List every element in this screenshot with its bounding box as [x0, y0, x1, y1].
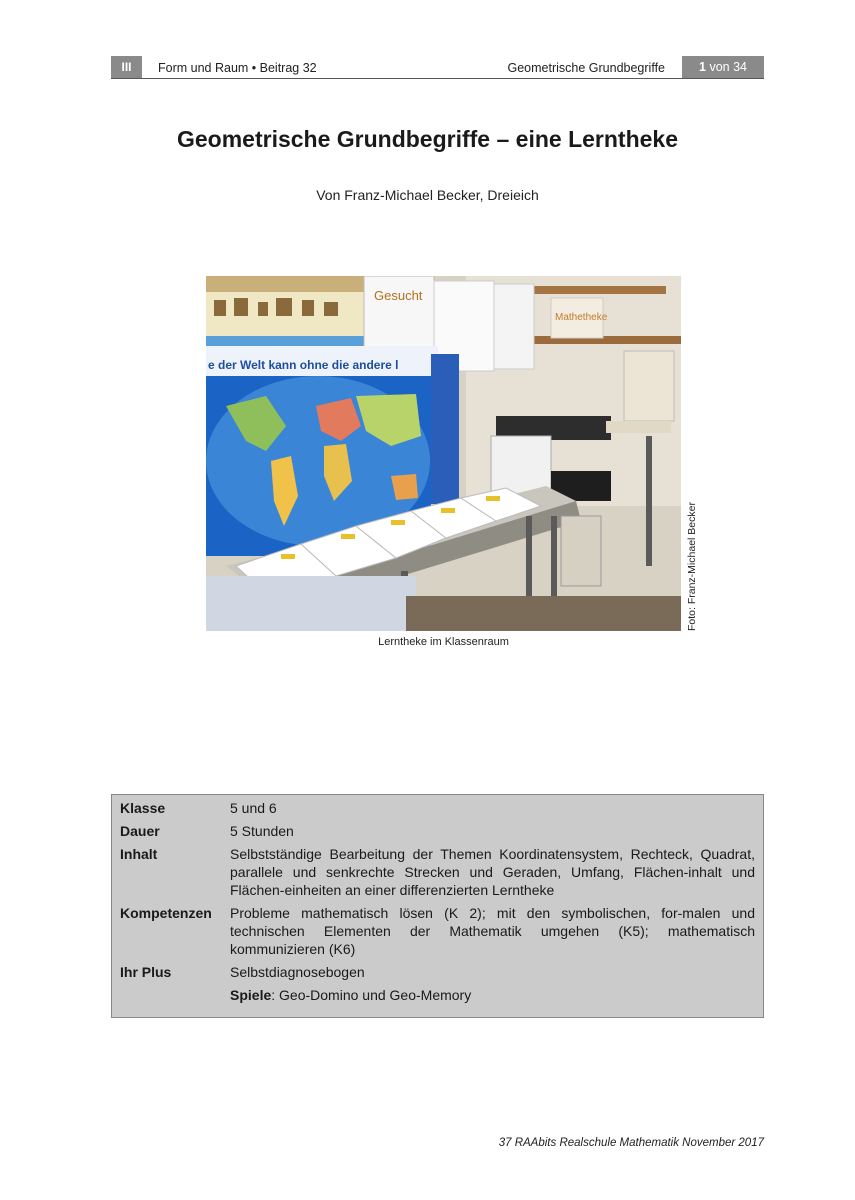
plus-value: Selbstdiagnosebogen — [230, 964, 365, 980]
spiele-label: Spiele — [230, 987, 272, 1003]
spiele-text: : Geo-Domino und Geo-Memory — [271, 987, 472, 1003]
info-row-dauer — [120, 822, 755, 840]
info-row-klasse — [120, 799, 755, 817]
classroom-photo — [206, 276, 681, 631]
info-row-kompetenzen — [120, 904, 755, 958]
page-total: von 34 — [709, 60, 747, 74]
map-banner-text: e der Welt kann ohne die andere l — [208, 358, 399, 372]
info-row-spiele — [120, 986, 755, 1004]
page-header — [111, 56, 764, 79]
kompetenzen-value: Probleme mathematisch lösen (K 2); mit den symbolischen, for-malen und technischen Elementen der Mathematik umgehen (K5); mathematisch kommunizieren (K6) — [230, 905, 755, 957]
dauer-label: Dauer — [120, 823, 160, 839]
info-row-plus — [120, 963, 755, 981]
dauer-value: 5 Stunden — [230, 823, 294, 839]
section-badge: III — [111, 56, 142, 78]
spiele-value — [230, 986, 755, 1004]
document-title: Geometrische Grundbegriffe – eine Lerntheke — [176, 126, 679, 152]
plus-label: Ihr Plus — [120, 964, 172, 980]
page-number: 1 — [699, 60, 706, 74]
topic-label: Geometrische Grundbegriffe — [507, 61, 665, 75]
series-label: Form und Raum • Beitrag 32 — [158, 61, 317, 75]
page-footer: 37 RAAbits Realschule Mathematik November 2017 — [498, 1137, 764, 1149]
author-line: Von Franz-Michael Becker, Dreieich — [316, 187, 539, 203]
klasse-value: 5 und 6 — [230, 800, 277, 816]
kompetenzen-label: Kompetenzen — [120, 905, 212, 921]
mathetheke-sign-text: Mathetheke — [555, 312, 608, 323]
spiele-spacer — [120, 986, 230, 1004]
photo-caption: Lerntheke im Klassenraum — [378, 636, 509, 648]
klasse-label: Klasse — [120, 800, 166, 816]
gesucht-sign-text: Gesucht — [374, 288, 423, 303]
page-indicator — [682, 56, 764, 78]
photo-credit-text: Foto: Franz-Michael Becker — [686, 502, 698, 631]
inhalt-value: Selbstständige Bearbeitung der Themen Koordinatensystem, Rechteck, Quadrat, parallele und senkrechte Strecken und Geraden, Umfang, Flächen-inhalt und Flächen-einheiten an einer differenzierten Lerntheke — [230, 846, 755, 898]
info-box — [111, 794, 764, 1018]
info-row-inhalt — [120, 845, 755, 899]
inhalt-label: Inhalt — [120, 846, 158, 862]
photo-illustration — [206, 276, 681, 631]
